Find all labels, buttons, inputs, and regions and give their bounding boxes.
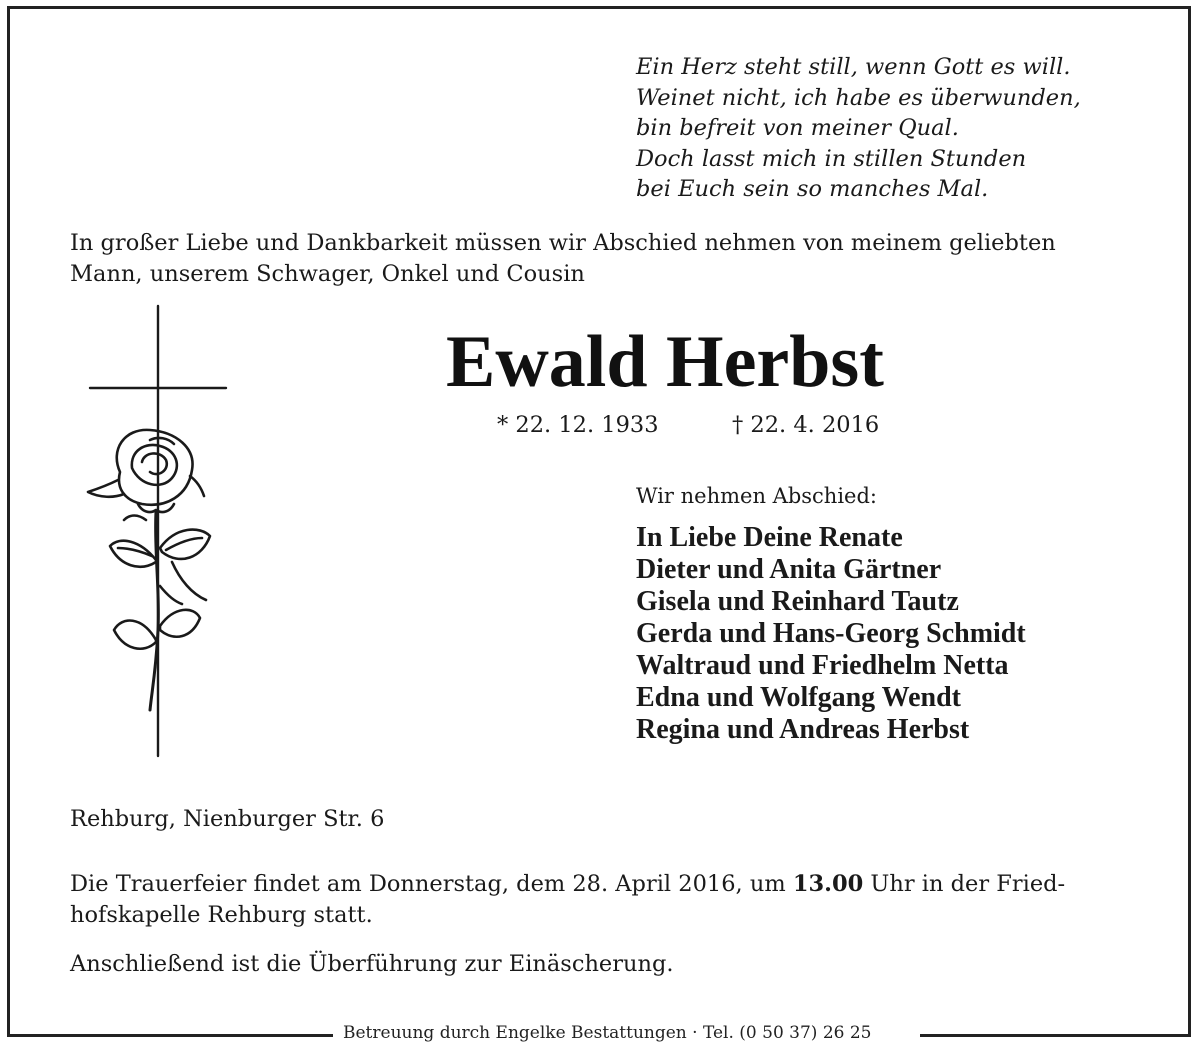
mourner-name: In Liebe Deine Renate (636, 522, 903, 553)
ceremony-line (70, 869, 1065, 900)
intro-line: In großer Liebe und Dankbarkeit müssen wir Abschied nehmen von meinem geliebten (70, 230, 1056, 256)
poem-line: Weinet nicht, ich habe es überwunden, (636, 84, 1081, 111)
ceremony-info (70, 869, 1065, 930)
mourner-name: Gerda und Hans-Georg Schmidt (636, 618, 1026, 649)
deceased-name: Ewald Herbst (446, 321, 884, 403)
funeral-home-footer: Betreuung durch Engelke Bestattungen · Tel. (0 50 37) 26 25 (343, 1023, 872, 1043)
mourner-list (636, 522, 1026, 746)
mourner-name: Dieter und Anita Gärtner (636, 554, 942, 585)
poem (636, 52, 1081, 205)
ceremony-line: hofskapelle Rehburg statt. (70, 901, 373, 928)
poem-line: bin befreit von meiner Qual. (636, 115, 959, 141)
ceremony-text: Uhr in der Fried- (863, 871, 1066, 897)
mourner-name: Regina und Andreas Herbst (636, 714, 970, 745)
mourner-name: Waltraud und Friedhelm Netta (636, 650, 1009, 681)
poem-line: Doch lasst mich in stillen Stunden (636, 145, 1027, 172)
intro-line: Mann, unserem Schwager, Onkel und Cousin (70, 260, 585, 287)
cremation-note: Anschließend ist die Überführung zur Einäscherung. (70, 951, 674, 977)
poem-line: bei Euch sein so manches Mal. (636, 176, 989, 202)
mourner-name: Gisela und Reinhard Tautz (636, 586, 959, 617)
birth-date: * 22. 12. 1933 (497, 412, 659, 438)
ceremony-text: Die Trauerfeier findet am Donnerstag, dem 28. April 2016, um (70, 871, 793, 897)
mourner-name: Edna und Wolfgang Wendt (636, 682, 962, 713)
intro-text (70, 228, 1150, 289)
death-date: † 22. 4. 2016 (732, 412, 880, 438)
address: Rehburg, Nienburger Str. 6 (70, 806, 385, 832)
ceremony-time: 13.00 (792, 871, 864, 897)
poem-line: Ein Herz steht still, wenn Gott es will. (636, 54, 1071, 80)
farewell-label: Wir nehmen Abschied: (636, 484, 877, 508)
cross-rose-icon (80, 300, 240, 760)
